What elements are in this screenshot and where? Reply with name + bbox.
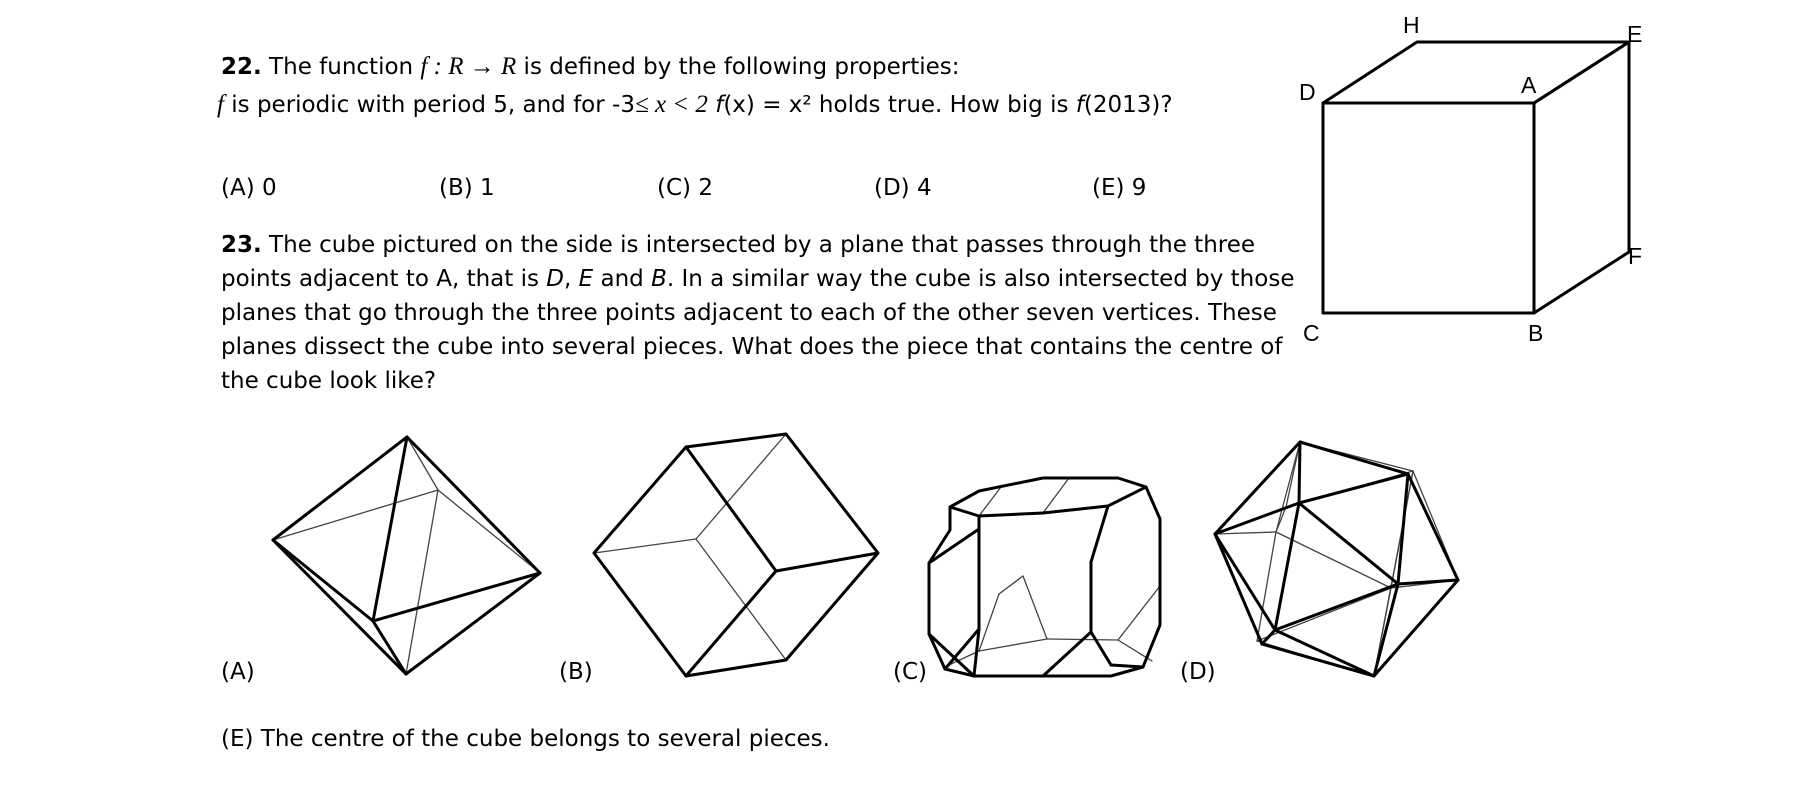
q23-point-e: E <box>578 266 594 292</box>
option-d-icosahedron <box>1215 442 1458 676</box>
q22-line2-a: is periodic with period 5, and for -3 <box>223 92 635 118</box>
vertex-label-b: B <box>1528 320 1544 346</box>
option-a-octahedron <box>273 437 540 674</box>
option-b-cube <box>594 434 878 676</box>
q23-option-c-label: (C) <box>893 659 928 685</box>
q23-option-d-label: (D) <box>1180 659 1216 685</box>
q22-line2-c: (x) = x² holds true. How big is <box>723 92 1076 118</box>
q22-line2-e: (2013)? <box>1083 92 1173 118</box>
q23-option-a-label: (A) <box>221 659 255 685</box>
q22-choice-a: (A) 0 <box>221 175 277 201</box>
q22-inequality: ≤ x < 2 <box>634 91 708 118</box>
cube-right-face <box>1534 42 1629 313</box>
q22-line2-d: f <box>1075 92 1084 118</box>
q23-line5: the cube look like? <box>221 368 437 394</box>
q23-line2-b: . In a similar way the cube is also intersected by those <box>666 266 1295 292</box>
q22-choice-d: (D) 4 <box>874 175 932 201</box>
q22-number: 22. <box>221 54 262 80</box>
cube-diagram <box>1299 12 1642 346</box>
vertex-label-e: E <box>1627 21 1643 47</box>
q23-line1-text: The cube pictured on the side is intersected by a plane that passes through the three <box>261 232 1256 258</box>
q22-function-signature: f : R → R <box>420 53 517 80</box>
q23-line3: planes that go through the three points adjacent to each of the other seven vertices. These <box>221 300 1277 326</box>
q22-f-symbol: f <box>217 91 224 118</box>
q23-comma: , <box>564 266 579 292</box>
q23-point-b: B <box>651 266 667 292</box>
q23-point-d: D <box>546 266 565 292</box>
q23-line2-a: points adjacent to A, that is <box>221 266 547 292</box>
q23-option-e: (E) The centre of the cube belongs to several pieces. <box>221 726 830 752</box>
q22-intro: The function <box>261 54 421 80</box>
option-b-outline <box>594 434 878 676</box>
q22-choice-e: (E) 9 <box>1092 175 1147 201</box>
vertex-label-c: C <box>1303 320 1320 346</box>
q23-line4: planes dissect the cube into several pieces. What does the piece that contains the centre of <box>221 334 1283 360</box>
q22-line2-b: f <box>707 92 724 118</box>
cube-front-face <box>1323 103 1534 313</box>
q22-choice-c: (C) 2 <box>657 175 713 201</box>
q23-option-b-label: (B) <box>559 659 593 685</box>
vertex-label-a: A <box>1521 72 1537 98</box>
q22-choice-b: (B) 1 <box>439 175 495 201</box>
vertex-label-h: H <box>1403 12 1420 38</box>
q23-and: and <box>593 266 652 292</box>
option-c-truncated-cube <box>929 478 1160 676</box>
vertex-label-f: F <box>1628 243 1643 269</box>
vertex-label-d: D <box>1299 79 1316 105</box>
q23-number: 23. <box>221 232 262 258</box>
q22-intro-tail: is defined by the following properties: <box>516 54 960 80</box>
